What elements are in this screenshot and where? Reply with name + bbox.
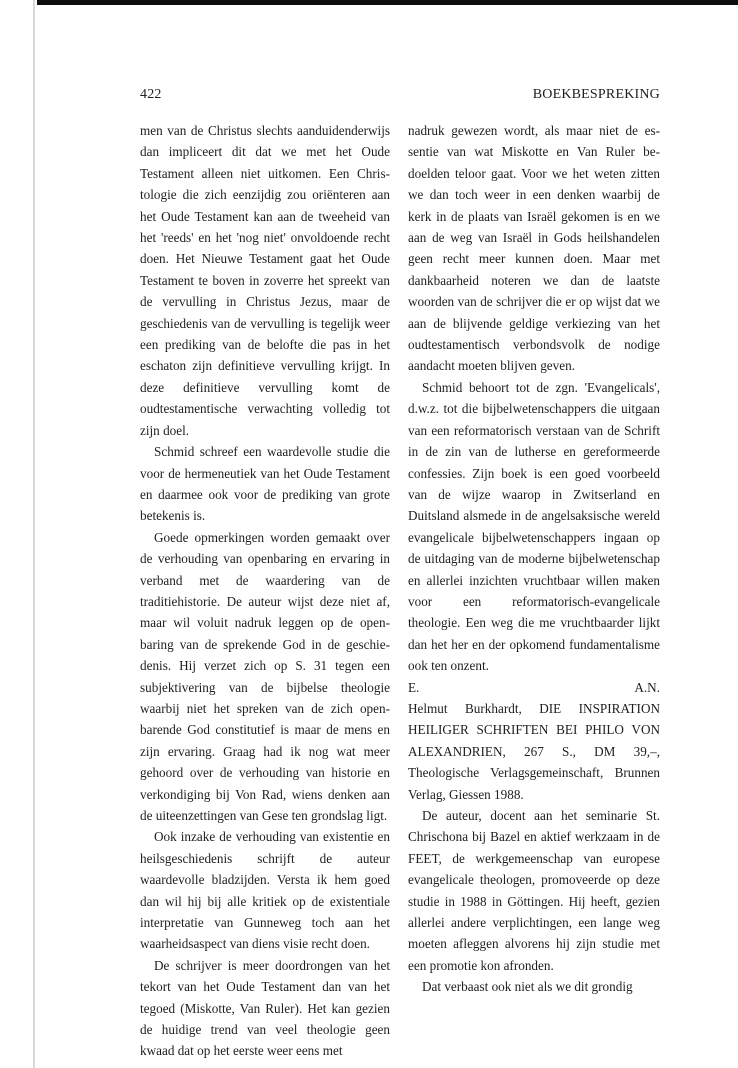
signoff-reviewer: A.N. bbox=[634, 679, 660, 695]
review-paragraph-1: De auteur, docent aan het seminarie St. Chrischona bij Bazel en aktief werkzaam in de FEET, de werkgemeenschap van europese evangelicale theologen, promoveerde op deze studie in 1988 in Göttingen. Hij heeft, gezien allerlei andere verplichtingen, een lange weg moeten afleggen alvorens hij zijn studie met een promotie kon afronden. bbox=[408, 808, 660, 973]
review-signoff bbox=[408, 677, 660, 698]
right-column bbox=[408, 120, 660, 998]
left-paragraph-1: men van de Christus slechts aanduidenderwijs dan impliceert dit dat we met het Oude Testament alleen niet uitkomen. Een Christologie die zich eenzijdig zou oriënteren aan het Oude Testament kan aan de tweeheid van het 'reeds' en het 'nog niet' onvoldoende recht doen. Het Nieuwe Testament gaat het Oude Testament te boven in zoverre het spreekt van de vervulling in Christus Jezus, maar de geschiedenis van de vervulling is tegelijk weer een prediking van de belofte die pas in het eschaton zijn definitieve vervulling krijgt. In deze definitieve vervulling komt de oudtestamentische verwachting volledig tot zijn doel. bbox=[140, 123, 390, 438]
signoff-initial: E. bbox=[408, 679, 420, 695]
left-paragraph-4: Ook inzake de verhouding van existentie en heilsgeschiedenis schrijft de auteur waardevolle bladzijden. Versta ik hem goed dan wil hij bij alle kritiek op de existentiale interpretatie van Gunneweg toch aan het waarheidsaspect van diens visie recht doen. bbox=[140, 829, 390, 952]
book-reference: Helmut Burkhardt, DIE INSPIRATION HEILIGER SCHRIFTEN BEI PHILO VON ALEXANDRIEN, 267 S., DM 39,–, Theologische Verlagsgemeinschaft, Brunnen Verlag, Giessen 1988. bbox=[408, 700, 660, 802]
page-number: 422 bbox=[140, 87, 162, 102]
right-paragraph-2: Schmid behoort tot de zgn. 'Evangelicals', d.w.z. tot die bijbelwetenschappers die uitgaan van een reformatorisch verstaan van de Schrift in de zin van de lutherse en gereformeerde confessies. Zijn boek is een goed voorbeeld van de wijze waarop in Zwitserland en Duitsland alsmede in de angelsaksische wereld evangelicale bijbelwetenschappers ingaan op de uitdaging van de moderne bijbelwetenschap en allerlei inzichten vruchtbaar willen maken voor een reformatorisch-evangelicale theologie. Een weg die me vruchtbaarder lijkt dan het her en der opkomend fundamentalisme ook ten onzent. bbox=[408, 379, 660, 674]
page-header bbox=[140, 87, 660, 107]
scan-left-edge bbox=[33, 0, 35, 1068]
review-paragraph-2: Dat verbaast ook niet als we dit grondig bbox=[422, 979, 633, 995]
left-paragraph-3: Goede opmerkingen worden gemaakt over de verhouding van openbaring en ervaring in verband met de waardering van de traditiehistorie. De auteur wijst deze niet af, maar wil voluit nadruk leggen op de openbaring van de sprekende God in de geschiedenis. Hij verzet zich op S. 31 tegen een subjektivering van de bijbelse theologie waarbij niet het spreken van de zich openbarende God constitutief is maar de mens en zijn ervaring. Graag had ik nog wat meer gehoord over de verhouding van historie en verkondiging bij Von Rad, wiens denken aan de uiteenzettingen van Gese ten grondslag ligt. bbox=[140, 529, 390, 823]
left-paragraph-2: Schmid schreef een waardevolle studie die voor de hermeneutiek van het Oude Testament en daarmee ook voor de prediking van grote betekenis is. bbox=[140, 444, 390, 524]
left-column bbox=[140, 120, 390, 1062]
right-paragraph-1: nadruk gewezen wordt, als maar niet de essentie van wat Miskotte en Van Ruler bedoelden teloor gaat. Voor we het weten zitten we dan toch weer in een denken waarbij de kerk in de plaats van Israël gekomen is en we aan de weg van Israël in Gods heilshandelen geen recht meer kunnen doen. Maar met dankbaarheid noteren we dan de laatste woorden van de schrijver die er op wijst dat we aan de blijvende geldige verkiezing van het oudtestamentisch verbondsvolk de nodige aandacht moeten blijven geven. bbox=[408, 123, 660, 374]
running-head: BOEKBESPREKING bbox=[532, 87, 660, 102]
left-paragraph-5: De schrijver is meer doordrongen van het tekort van het Oude Testament dan van het tegoed (Miskotte, Van Ruler). Het kan gezien de huidige trend van veel theologie geen kwaad dat op het eerste weer eens met bbox=[140, 957, 390, 1059]
scan-top-edge bbox=[37, 0, 738, 5]
